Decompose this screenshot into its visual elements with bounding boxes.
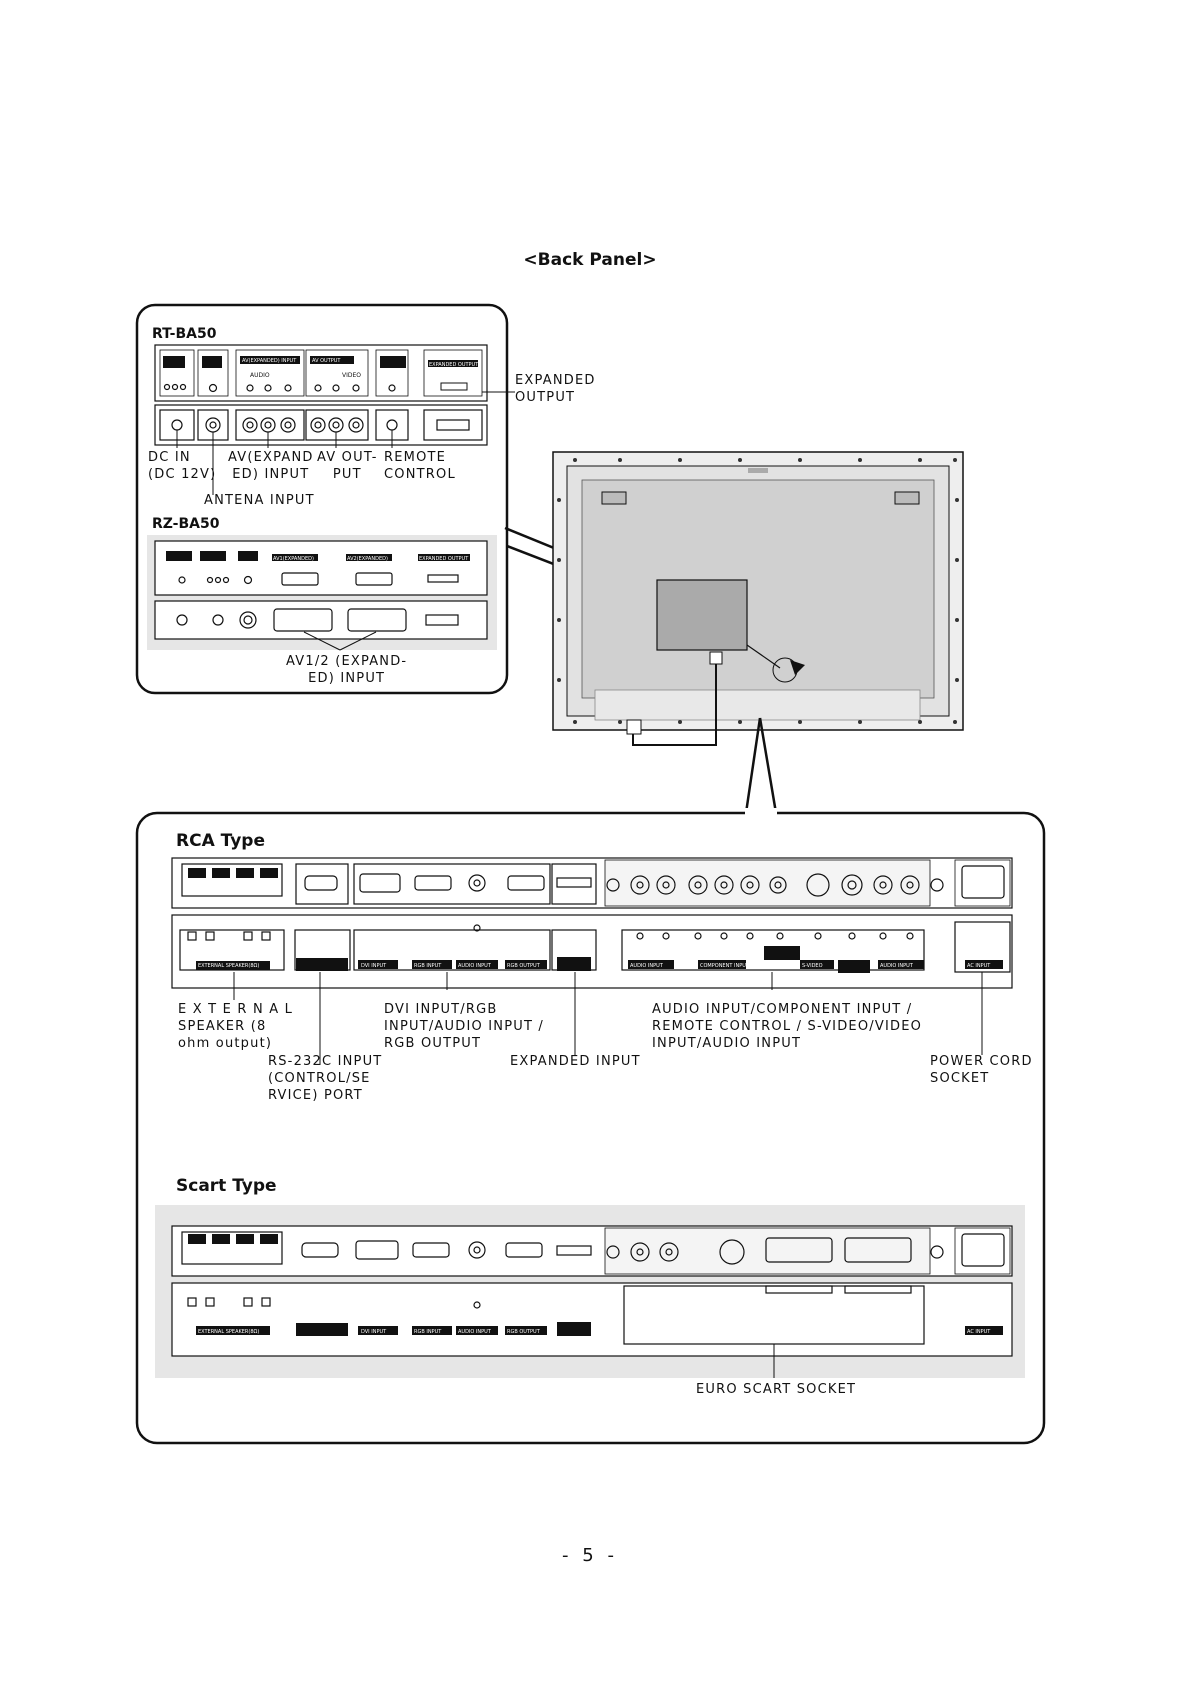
rz-top-strip xyxy=(155,541,487,595)
page-number: - 5 - xyxy=(562,1545,618,1566)
rca-tag-dvi: DVI INPUT xyxy=(361,963,387,969)
rca-tag-component: COMPONENT INPUT xyxy=(700,963,749,969)
rt-tag-expanded-output: EXPANDED OUTPUT xyxy=(429,362,479,368)
scart-tag-ac: AC INPUT xyxy=(967,1329,991,1335)
scart-tag-rgb-in: RGB INPUT xyxy=(414,1329,442,1335)
rz-tag-av1: AV1(EXPANDED) xyxy=(273,556,314,562)
page-title: <Back Panel> xyxy=(523,250,657,270)
label-euro-scart: EURO SCART SOCKET xyxy=(696,1382,857,1397)
rca-tag-ext-speaker: EXTERNAL SPEAKER(8Ω) xyxy=(198,963,260,969)
scart-bottom-strip xyxy=(172,1283,1012,1356)
rca-tag-audio-in: AUDIO INPUT xyxy=(458,963,491,969)
label-external-speaker: E X T E R N A L SPEAKER (8 ohm output) xyxy=(178,1002,294,1051)
rz-model-title: RZ-BA50 xyxy=(152,516,220,532)
rca-bottom-strip xyxy=(172,915,1012,988)
rca-tag-audio-input-2: AUDIO INPUT xyxy=(880,963,913,969)
label-power-cord: POWER CORD SOCKET xyxy=(930,1054,1033,1086)
rt-tag-av-output: AV OUTPUT xyxy=(312,358,341,364)
scart-tag-rgb-out: RGB OUTPUT xyxy=(507,1329,540,1335)
rt-audio-sub: AUDIO xyxy=(250,372,270,379)
label-expanded-output: EXPANDED OUTPUT xyxy=(515,373,596,405)
rt-top-strip xyxy=(155,345,487,401)
label-av-output: AV OUT- PUT xyxy=(317,450,378,482)
scart-tag-ext-speaker: EXTERNAL SPEAKER(8Ω) xyxy=(198,1329,260,1335)
label-dvi-rgb: DVI INPUT/RGB INPUT/AUDIO INPUT / RGB OUTPUT xyxy=(384,1002,545,1051)
rca-tag-ac: AC INPUT xyxy=(967,963,991,969)
label-rs232c: RS-232C INPUT (CONTROL/SE RVICE) PORT xyxy=(268,1054,383,1103)
rt-video-sub: VIDEO xyxy=(342,372,362,379)
label-av12-input: AV1/2 (EXPAND- ED) INPUT xyxy=(286,654,408,686)
rca-section-title: RCA Type xyxy=(176,831,266,851)
scart-tag-audio-in: AUDIO INPUT xyxy=(458,1329,491,1335)
label-expanded-input: EXPANDED INPUT xyxy=(510,1054,641,1069)
rca-tag-rgb-out: RGB OUTPUT xyxy=(507,963,540,969)
media-box xyxy=(657,580,747,650)
label-dc-in: DC IN (DC 12V) xyxy=(148,450,217,482)
label-remote-control: REMOTE CONTROL xyxy=(384,450,456,482)
rca-tag-audio-input-1: AUDIO INPUT xyxy=(630,963,663,969)
label-antena-input: ANTENA INPUT xyxy=(204,493,315,508)
rca-tag-svideo: S-VIDEO xyxy=(802,963,823,969)
rt-model-title: RT-BA50 xyxy=(152,326,217,342)
rt-tag-av-expanded: AV(EXPANDED) INPUT xyxy=(242,358,297,364)
rz-tag-av2: AV2(EXPANDED) xyxy=(347,556,388,562)
label-audio-component: AUDIO INPUT/COMPONENT INPUT / REMOTE CONTROL / S-VIDEO/VIDEO INPUT/AUDIO INPUT xyxy=(652,1002,923,1051)
scart-section-title: Scart Type xyxy=(176,1176,277,1196)
rca-tag-rgb-in: RGB INPUT xyxy=(414,963,442,969)
rz-tag-expanded-output: EXPANDED OUTPUT xyxy=(419,556,469,562)
rz-bottom-strip xyxy=(155,601,487,639)
label-av-expand-input: AV(EXPAND ED) INPUT xyxy=(228,450,314,482)
scart-tag-dvi: DVI INPUT xyxy=(361,1329,387,1335)
